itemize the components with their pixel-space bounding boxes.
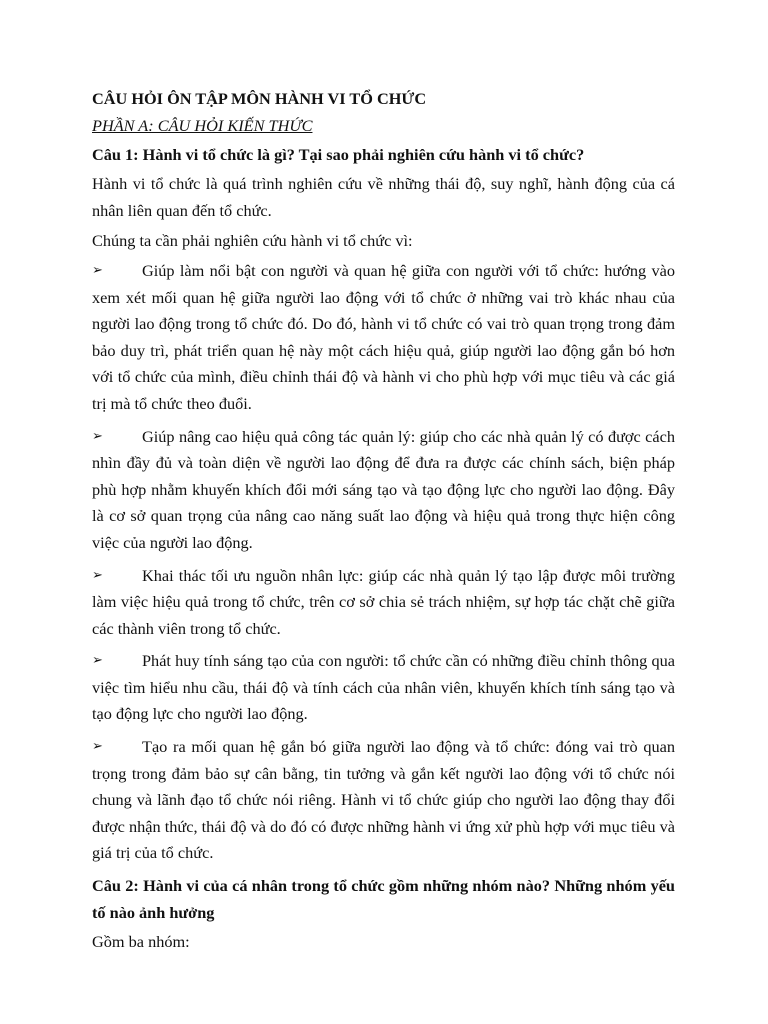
reason-text: Khai thác tối ưu nguồn nhân lực: giúp các nhà quản lý tạo lập được môi trường làm việc hiệu quả trong tổ chức, trên cơ sở chia sẻ trách nhiệm, sự hợp tác chặt chẽ giữa các thành viên trong tổ chức. [92, 565, 675, 638]
arrow-bullet-icon: ➢ [92, 739, 103, 755]
arrow-bullet-icon: ➢ [92, 653, 103, 669]
reason-text: Tạo ra mối quan hệ gắn bó giữa người lao động và tổ chức: đóng vai trò quan trọng trong đảm bảo sự cân bằng, tin tưởng và gắn kết người lao động với tổ chức nói chung và lãnh đạo tổ chức nói riêng. Hành vi tổ chức giúp cho người lao động thay đổi được nhận thức, thái độ và do đó có được những hành vi ứng xử phù hợp với mục tiêu và giá trị của tổ chức. [92, 737, 675, 863]
part-a-title: PHẦN A: CÂU HỎI KIẾN THỨC [92, 116, 313, 135]
question-1-reasons-intro: Chúng ta cần phải nghiên cứu hành vi tổ chức vì: [92, 231, 413, 251]
document-body [92, 86, 675, 960]
reason-bullet-3 [92, 563, 675, 643]
arrow-bullet-icon: ➢ [92, 567, 103, 583]
reason-bullet-5 [92, 734, 675, 867]
arrow-bullet-icon: ➢ [92, 262, 103, 278]
reason-text: Phát huy tính sáng tạo của con người: tổ chức cần có những điều chỉnh thông qua việc tìm hiểu nhu cầu, thái độ và tính cách của nhân viên, khuyến khích tính sáng tạo và tạo động lực cho người lao động. [92, 651, 675, 724]
question-1-definition: Hành vi tổ chức là quá trình nghiên cứu về những thái độ, suy nghĩ, hành động của cá nhân liên quan đến tổ chức. [92, 174, 675, 220]
reason-bullet-4 [92, 648, 675, 728]
arrow-bullet-icon: ➢ [92, 428, 103, 444]
question-2-heading: Câu 2: Hành vi của cá nhân trong tổ chức gồm những nhóm nào? Những nhóm yếu tố nào ảnh hưởng [92, 876, 675, 922]
reason-text: Giúp nâng cao hiệu quả công tác quản lý: giúp cho các nhà quản lý có được cách nhìn đầy đủ và toàn diện về người lao động để đưa ra được các chính sách, biện pháp phù hợp nhằm khuyến khích đổi mới sáng tạo và tạo động lực cho người lao động. Đây là cơ sở quan trọng của nâng cao năng suất lao động và hiệu quả trong thực hiện công việc của người lao động. [92, 426, 675, 552]
reason-text: Giúp làm nổi bật con người và quan hệ giữa con người với tổ chức: hướng vào xem xét mối quan hệ giữa người lao động với tổ chức ở những vai trò khác nhau của người lao động trong tổ chức đó. Do đó, hành vi tổ chức có vai trò quan trọng trong đảm bảo duy trì, phát triển quan hệ này một cách hiệu quả, giúp người lao động gắn bó hơn với tổ chức của mình, điều chỉnh thái độ và hành vi cho phù hợp với mục tiêu và các giá trị mà tổ chức theo đuổi. [92, 260, 675, 413]
reason-bullet-2 [92, 424, 675, 557]
question-1-heading: Câu 1: Hành vi tổ chức là gì? Tại sao phải nghiên cứu hành vi tổ chức? [92, 144, 585, 164]
document-title: CÂU HỎI ÔN TẬP MÔN HÀNH VI TỔ CHỨC [92, 89, 427, 108]
question-2-answer-intro: Gồm ba nhóm: [92, 932, 190, 952]
reason-bullet-1 [92, 258, 675, 418]
